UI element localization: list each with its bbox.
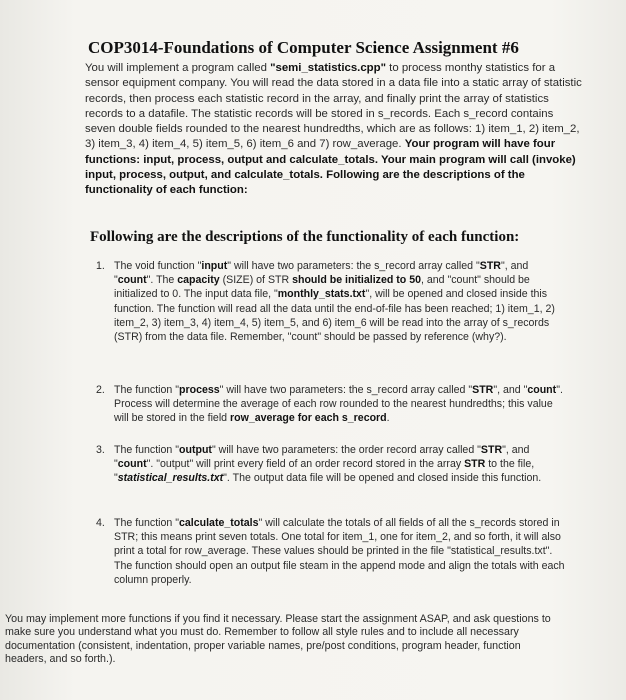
text-run: The function " [114, 517, 180, 529]
text-run: " will have two parameters: the order record array called " [211, 444, 481, 456]
bold-run: calculate_totals [179, 517, 259, 529]
text-run: . [386, 412, 390, 425]
bold-run: process [179, 384, 220, 396]
intro-text-2: to process monthy statistics for a sensor equipment company. You will read the data stored in a data file into a static array of statistic records, then process each statistic record in the array, and finally print the array of statistics records to a datafile. The statistic records will be stored in s_records. Each s_record contains seven double fields rounded to the nearest hundredths, which are as follows: 1) item_1, 2) item_2, 3) item_3, 4) item_4, 5) item_5, 6) item_6 and 7) row_average. [85, 62, 582, 151]
intro-bold-summary: Your program will have four functions: input, process, output and calculate_totals. Your main program will call (invoke) input, process, output, and calculate_totals. Following are the descriptions of the functionality of each function: [85, 138, 576, 197]
list-item-text [114, 516, 566, 587]
text-run: to the file, " [114, 458, 535, 485]
intro-paragraph [85, 61, 585, 199]
text-run: The function " [114, 444, 180, 456]
intro-text-1: You will implement a program called [85, 62, 271, 74]
text-run: ". Process will determine the average of each row rounded to the nearest hundredths; this value will be stored in the field [114, 384, 563, 425]
list-item-text [114, 383, 566, 426]
bold-run: count [117, 458, 147, 471]
text-run: ". "output" will print every field of an order record stored in the array [146, 458, 465, 471]
bold-run: row_average for each s_record [230, 412, 387, 425]
list-number: 3. [96, 444, 105, 456]
bold-run: monthly_stats.txt [277, 288, 366, 301]
text-run: (SIZE) of STR [219, 274, 293, 287]
text-run: ". The output data file will be opened and closed inside this function. [223, 472, 542, 485]
intro-filename: "semi_statistics.cpp" [270, 62, 386, 74]
text-run: The void function " [114, 260, 202, 272]
list-item-text [114, 259, 566, 344]
text-run: " will calculate the totals of all fields of all the s_records stored in STR; this means print seven totals. One total for item_1, one for item_2, and so forth, it will also print a total for row_average. These values should be printed in the file "statistical_results.txt". The function should open an output file steam in the append mode and align the totals with each column properly. [114, 517, 565, 586]
bold-run: output [179, 444, 212, 456]
bold-run: should be initialized to 50 [292, 274, 421, 287]
text-run: The function " [114, 384, 180, 396]
bold-run: input [201, 260, 228, 272]
text-run: ", and " [493, 384, 528, 396]
bold-run: capacity [177, 274, 220, 287]
text-run: " will have two parameters: the s_record array called " [227, 260, 480, 272]
text-run: ". The [146, 274, 178, 287]
bold-run: STR [480, 444, 503, 456]
bold-run: STR [464, 458, 486, 471]
bold-run: count [117, 274, 147, 287]
list-number: 2. [96, 384, 105, 396]
text-run: , and "count" should be initialized to 0. The input data file, " [114, 274, 530, 301]
text-run: ", will be opened and closed inside this function. The function will read all the data until the end-of-file has been reached; 1) item_1, 2) item_2, 3) item_3, 4) item_4, 5) item_5, and 6) item_6 will be read into the array of s_records (STR) from the data file. Remember, "count" should be passed by reference (why?). [114, 288, 555, 344]
list-item-text [114, 443, 566, 486]
bold-run: STR [479, 260, 501, 272]
list-number: 1. [96, 260, 105, 272]
footer-paragraph: You may implement more functions if you find it necessary. Please start the assignment ASAP, and ask questions to make sure you understand what you must do. Remember to follow all style rules and to include all necessary documentation (consistent, indentation, proper variable names, pre/post conditions, program header, function headers, and so forth.). [5, 613, 551, 665]
bold-run: STR [472, 384, 494, 396]
bold-run: count [527, 384, 557, 396]
list-number: 4. [96, 517, 105, 529]
section-heading: Following are the descriptions of the functionality of each function: [90, 229, 520, 245]
text-run: ", and " [114, 444, 530, 471]
page-title: COP3014-Foundations of Computer Science Assignment #6 [88, 38, 519, 57]
text-run: ", and " [114, 260, 529, 287]
text-run: " will have two parameters: the s_record array called " [219, 384, 473, 396]
bold-italic-run: statistical_results.txt [117, 472, 224, 485]
